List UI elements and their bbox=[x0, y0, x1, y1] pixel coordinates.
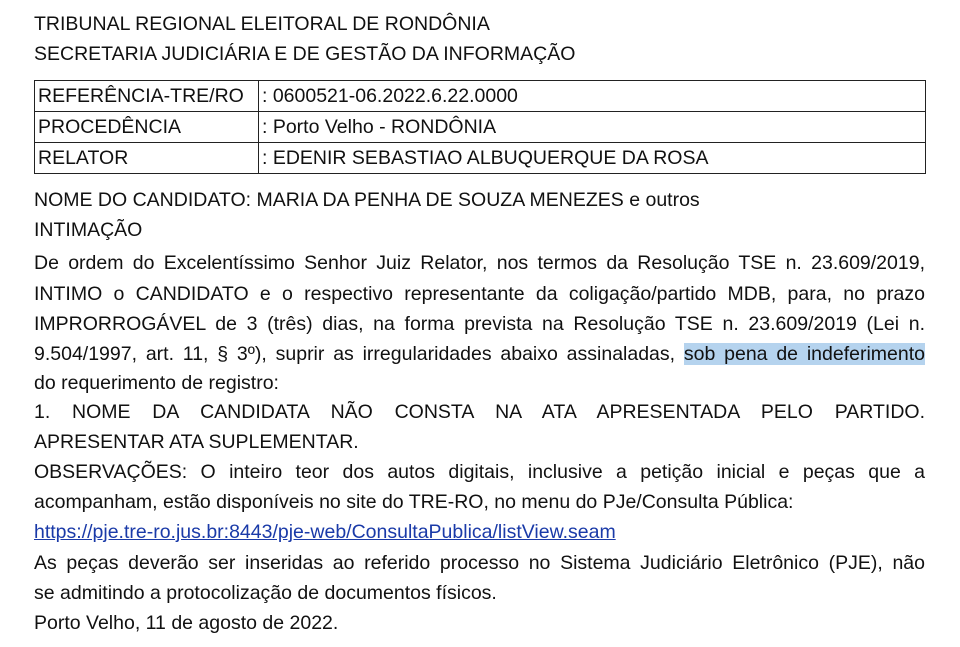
table-row bbox=[35, 81, 926, 112]
reference-label: REFERÊNCIA-TRE/RO bbox=[35, 81, 259, 112]
consulta-publica-link-line bbox=[34, 517, 616, 547]
table-row bbox=[35, 143, 926, 174]
section-title-intimacao: INTIMAÇÃO bbox=[34, 219, 143, 241]
paragraph-line: IMPRORROGÁVEL de 3 (três) dias, na forma prevista na Resolução TSE n. 23.609/2019 (Lei n. bbox=[34, 313, 925, 335]
consulta-publica-link[interactable]: https://pje.tre-ro.jus.br:8443/pje-web/ConsultaPublica/listView.seam bbox=[34, 521, 616, 543]
paragraph-line: se admitindo a protocolização de documentos físicos. bbox=[34, 582, 497, 604]
header-secretariat: SECRETARIA JUDICIÁRIA E DE GESTÃO DA INFORMAÇÃO bbox=[34, 43, 576, 65]
reference-value: : 0600521-06.2022.6.22.0000 bbox=[259, 81, 926, 112]
date-line: Porto Velho, 11 de agosto de 2022. bbox=[34, 612, 339, 634]
origin-value: : Porto Velho - RONDÔNIA bbox=[259, 112, 926, 143]
rapporteur-value: : EDENIR SEBASTIAO ALBUQUERQUE DA ROSA bbox=[259, 143, 926, 174]
paragraph-line: INTIMO o CANDIDATO e o respectivo representante da coligação/partido MDB, para, no prazo bbox=[34, 283, 925, 305]
paragraph-line: do requerimento de registro: bbox=[34, 372, 279, 394]
paragraph-text: 9.504/1997, art. 11, § 3º), suprir as irregularidades abaixo assinaladas, bbox=[34, 343, 676, 365]
list-item: 1. NOME DA CANDIDATA NÃO CONSTA NA ATA APRESENTADA PELO PARTIDO. bbox=[34, 401, 925, 423]
paragraph-line: As peças deverão ser inseridas ao referido processo no Sistema Judiciário Eletrônico (PJE), não bbox=[34, 552, 925, 574]
paragraph-line: De ordem do Excelentíssimo Senhor Juiz Relator, nos termos da Resolução TSE n. 23.609/2019, bbox=[34, 252, 925, 274]
reference-table bbox=[34, 80, 926, 174]
header-court-name: TRIBUNAL REGIONAL ELEITORAL DE RONDÔNIA bbox=[34, 13, 490, 35]
table-row bbox=[35, 112, 926, 143]
candidate-name: NOME DO CANDIDATO: MARIA DA PENHA DE SOUZA MENEZES e outros bbox=[34, 189, 700, 211]
observations-line: OBSERVAÇÕES: O inteiro teor dos autos digitais, inclusive a petição inicial e peças que a bbox=[34, 461, 925, 483]
origin-label: PROCEDÊNCIA bbox=[35, 112, 259, 143]
list-item-continuation: APRESENTAR ATA SUPLEMENTAR. bbox=[34, 431, 359, 453]
observations-line: acompanham, estão disponíveis no site do TRE-RO, no menu do PJe/Consulta Pública: bbox=[34, 491, 794, 513]
paragraph-line bbox=[34, 339, 925, 369]
rapporteur-label: RELATOR bbox=[35, 143, 259, 174]
highlighted-text[interactable]: sob pena de indeferimento bbox=[683, 343, 925, 365]
